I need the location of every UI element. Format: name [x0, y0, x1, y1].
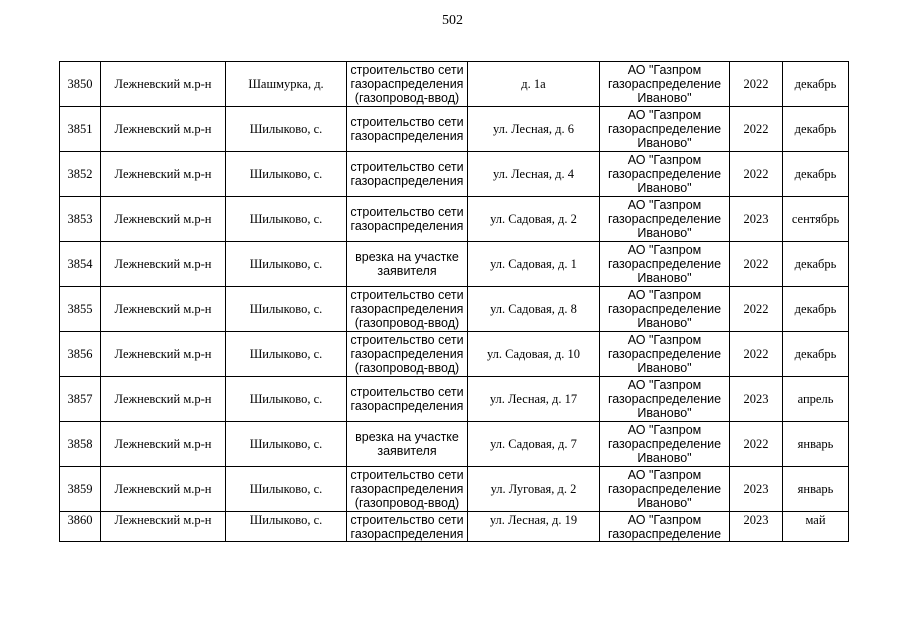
- cell-address: д. 1а: [468, 62, 600, 107]
- cell-organization: АО "Газпром газораспределение Иваново": [600, 422, 730, 467]
- cell-address: ул. Лесная, д. 17: [468, 377, 600, 422]
- cell-district: Лежневский м.р-н: [101, 197, 226, 242]
- cell-row-number: 3852: [60, 152, 101, 197]
- cell-row-number: 3855: [60, 287, 101, 332]
- cell-work-type: строительство сети газораспределения (газопровод-ввод): [347, 332, 468, 377]
- cell-organization: АО "Газпром газораспределение Иваново": [600, 197, 730, 242]
- cell-month: декабрь: [783, 242, 849, 287]
- cell-work-type: строительство сети газораспределения: [347, 152, 468, 197]
- cell-year: 2022: [730, 422, 783, 467]
- cell-address: ул. Луговая, д. 2: [468, 467, 600, 512]
- cell-row-number: 3854: [60, 242, 101, 287]
- cell-year: 2022: [730, 62, 783, 107]
- cell-district: Лежневский м.р-н: [101, 62, 226, 107]
- cell-district: Лежневский м.р-н: [101, 377, 226, 422]
- cell-district: Лежневский м.р-н: [101, 422, 226, 467]
- cell-address: ул. Лесная, д. 6: [468, 107, 600, 152]
- cell-locality: Шилыково, с.: [226, 467, 347, 512]
- cell-row-number: 3859: [60, 467, 101, 512]
- cell-work-type: врезка на участке заявителя: [347, 422, 468, 467]
- cell-address: ул. Садовая, д. 1: [468, 242, 600, 287]
- cell-locality: Шилыково, с.: [226, 107, 347, 152]
- cell-district: Лежневский м.р-н: [101, 287, 226, 332]
- cell-locality: Шилыково, с.: [226, 152, 347, 197]
- cell-work-type: строительство сети газораспределения: [347, 197, 468, 242]
- cell-month: декабрь: [783, 62, 849, 107]
- table-row: [60, 197, 849, 242]
- cell-work-type: строительство сети газораспределения: [347, 377, 468, 422]
- cell-district: Лежневский м.р-н: [101, 512, 226, 542]
- cell-row-number: 3858: [60, 422, 101, 467]
- cell-organization: АО "Газпром газораспределение: [600, 512, 730, 542]
- cell-district: Лежневский м.р-н: [101, 152, 226, 197]
- cell-month: сентябрь: [783, 197, 849, 242]
- table-row: [60, 332, 849, 377]
- cell-locality: Шилыково, с.: [226, 512, 347, 542]
- cell-organization: АО "Газпром газораспределение Иваново": [600, 62, 730, 107]
- table-row: [60, 377, 849, 422]
- cell-row-number: 3853: [60, 197, 101, 242]
- cell-work-type: врезка на участке заявителя: [347, 242, 468, 287]
- cell-year: 2022: [730, 242, 783, 287]
- gas-connection-table: [59, 61, 849, 542]
- cell-organization: АО "Газпром газораспределение Иваново": [600, 242, 730, 287]
- cell-organization: АО "Газпром газораспределение Иваново": [600, 287, 730, 332]
- cell-locality: Шилыково, с.: [226, 422, 347, 467]
- cell-district: Лежневский м.р-н: [101, 332, 226, 377]
- cell-year: 2023: [730, 467, 783, 512]
- cell-locality: Шилыково, с.: [226, 377, 347, 422]
- table-row: [60, 512, 849, 542]
- table-row: [60, 467, 849, 512]
- table-row: [60, 152, 849, 197]
- cell-organization: АО "Газпром газораспределение Иваново": [600, 332, 730, 377]
- cell-organization: АО "Газпром газораспределение Иваново": [600, 467, 730, 512]
- cell-month: январь: [783, 422, 849, 467]
- cell-address: ул. Садовая, д. 2: [468, 197, 600, 242]
- cell-month: декабрь: [783, 287, 849, 332]
- cell-year: 2022: [730, 107, 783, 152]
- cell-organization: АО "Газпром газораспределение Иваново": [600, 377, 730, 422]
- page-number: 502: [442, 13, 463, 28]
- cell-month: декабрь: [783, 107, 849, 152]
- cell-locality: Шилыково, с.: [226, 197, 347, 242]
- cell-organization: АО "Газпром газораспределение Иваново": [600, 107, 730, 152]
- cell-address: ул. Садовая, д. 8: [468, 287, 600, 332]
- cell-locality: Шилыково, с.: [226, 242, 347, 287]
- cell-month: май: [783, 512, 849, 542]
- cell-year: 2023: [730, 512, 783, 542]
- cell-year: 2022: [730, 332, 783, 377]
- cell-month: январь: [783, 467, 849, 512]
- cell-year: 2022: [730, 287, 783, 332]
- cell-work-type: строительство сети газораспределения: [347, 107, 468, 152]
- cell-address: ул. Лесная, д. 4: [468, 152, 600, 197]
- cell-year: 2023: [730, 377, 783, 422]
- cell-year: 2023: [730, 197, 783, 242]
- cell-district: Лежневский м.р-н: [101, 467, 226, 512]
- cell-month: декабрь: [783, 332, 849, 377]
- cell-work-type: строительство сети газораспределения: [347, 512, 468, 542]
- cell-work-type: строительство сети газораспределения (газопровод-ввод): [347, 62, 468, 107]
- cell-locality: Шашмурка, д.: [226, 62, 347, 107]
- cell-district: Лежневский м.р-н: [101, 107, 226, 152]
- cell-month: апрель: [783, 377, 849, 422]
- table-row: [60, 287, 849, 332]
- cell-locality: Шилыково, с.: [226, 332, 347, 377]
- cell-address: ул. Лесная, д. 19: [468, 512, 600, 542]
- cell-row-number: 3850: [60, 62, 101, 107]
- cell-row-number: 3857: [60, 377, 101, 422]
- table-row: [60, 62, 849, 107]
- cell-row-number: 3860: [60, 512, 101, 542]
- table-body: [60, 62, 849, 542]
- cell-month: декабрь: [783, 152, 849, 197]
- cell-organization: АО "Газпром газораспределение Иваново": [600, 152, 730, 197]
- cell-row-number: 3856: [60, 332, 101, 377]
- table-row: [60, 107, 849, 152]
- cell-locality: Шилыково, с.: [226, 287, 347, 332]
- cell-address: ул. Садовая, д. 7: [468, 422, 600, 467]
- cell-work-type: строительство сети газораспределения (газопровод-ввод): [347, 467, 468, 512]
- cell-district: Лежневский м.р-н: [101, 242, 226, 287]
- cell-row-number: 3851: [60, 107, 101, 152]
- cell-work-type: строительство сети газораспределения (газопровод-ввод): [347, 287, 468, 332]
- cell-year: 2022: [730, 152, 783, 197]
- table-row: [60, 422, 849, 467]
- cell-address: ул. Садовая, д. 10: [468, 332, 600, 377]
- table-row: [60, 242, 849, 287]
